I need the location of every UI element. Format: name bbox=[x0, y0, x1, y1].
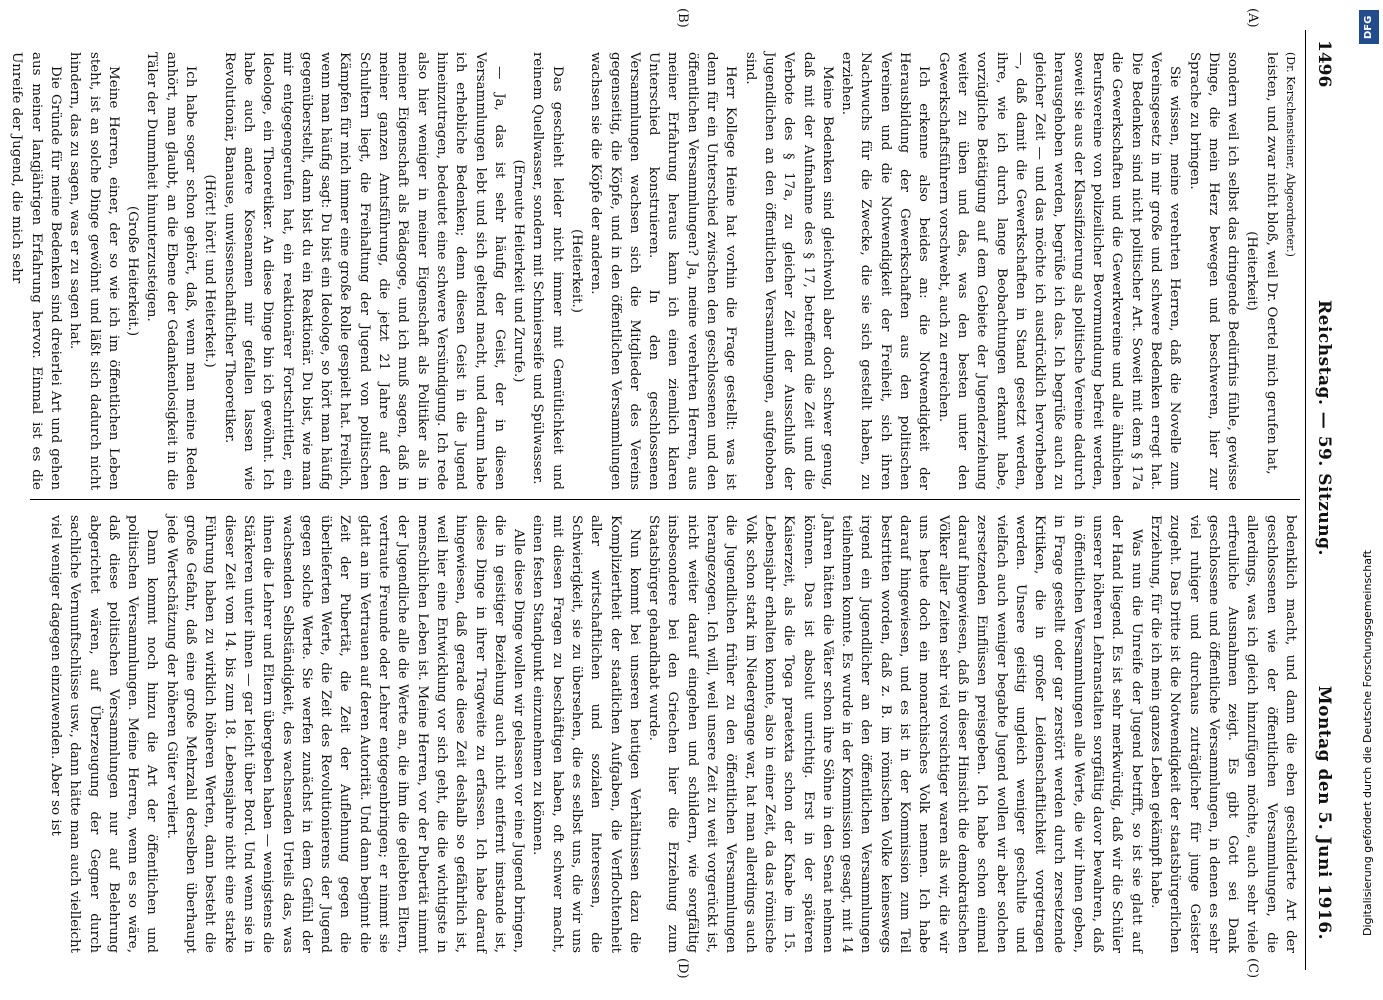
page-header bbox=[1305, 30, 1362, 970]
paragraph: sondern weil ich selbst das dringende Bedürfnis fühle, gewisse Dinge, die mein Herz bewegen und beschweren, hier zur Sprache zu bringen. bbox=[1186, 52, 1241, 490]
interjection: (Große Heiterkeit.) bbox=[125, 205, 141, 337]
paragraph: Nun kommt bei unseren heutigen Verhältnissen dazu die Kompliziertheit der staatlichen Aufgaben, die Verflochtenheit aller wirtschaftlichen und sozialen Interessen, die Schwierigkeit, sie zu übersehen, die es selbst uns, die wir uns mit diesen Fragen zu beschäftigen haben, oft schwer macht, einen festen Standpunkt einzunehmen zu können. bbox=[530, 515, 642, 953]
interjection: (Hört! hört! und Heiterkeit.) bbox=[202, 174, 218, 368]
page-number: 1496 bbox=[1314, 40, 1334, 88]
paragraph: — Ja, das ist sehr häufig der Geist, der in diesen Versammlungen lebt und sich geltend macht, und darum habe ich erhebliche Bedenken; denn diesen Geist in die Jugend hineinzutragen, bedeutet eine schwere Versündigung. Ich rede also hier weniger in meiner Eigenschaft als Politiker als in meiner Eigenschaft als Pädagoge, und ich muß sagen, daß in meiner ganzen Amtsführung, die jetzt 21 Jahre auf den Schultern liegt, die Freihaltung der Jugend von politischen Kämpfen für mich immer eine große Rolle gespielt hat. Freilich, wenn man häufig sagt: Du bist ein Ideologe, so hört man häufig gegenüberstellt, dann bist du ein Reaktionär. Du bist, wie man mir entgegengerufen hat, ein reaktionärer Fortschrittler, ein Ideologe, ein Theoretiker. An diese Dinge bin ich gewöhnt. Ich habe auch andere Kosenamen mir gefallen lassen wie Revolutionär, Banause, unwissenschaftlicher Theoretiker. bbox=[221, 52, 507, 490]
paragraph: Meine Bedenken sind gleichwohl aber doch schwer genug, daß mit der Aufnahme des § 17, betreffend die Zeit und die Verbote des § 17a, zu gleicher Zeit der Ausschluß der Jugendlichen an den öffentlichen Versammlungen, aufgehoben sind. bbox=[742, 52, 835, 490]
paragraph: Das geschieht leider nicht immer mit Gemütlichkeit und reinem Quellwasser, sondern mit Schmierseife und Spülwasser. bbox=[530, 52, 565, 490]
paragraph: bedenklich macht, und dann die eben geschilderte Art der geschlossenen wie der öffentlichen Versammlungen, die allerdings, was ich gleich hinzufügen möchte, auch sehr viele erfreuliche Ausnahmen zeigt. Es gibt Gott sei Dank geschlossene und öffentliche Versammlungen, in denen es sehr viel ruhiger und durchaus zuträglicher für junge Geister zugeht. Das Dritte ist die Notwendigkeit der staatsbürgerlichen Erziehung, für die ich mein ganzes Leben gekämpft habe. bbox=[1147, 515, 1298, 953]
column-divider bbox=[30, 499, 1300, 500]
paragraph: Ich erkenne also beides an: die Notwendigkeit der Herausbildung der Gewerkschaften aus den politischen Vereinen und die Notwendigkeit der Freiheit, sich ihren Nachwuchs für die Zwecke, die sie sich gestellt haben, zu erziehen. bbox=[839, 52, 932, 490]
margin-marker-c: (C) bbox=[1245, 958, 1260, 979]
paragraph: leisten, und zwar nicht bloß, weil Dr. Oertel mich gerufen hat, bbox=[1263, 52, 1279, 475]
margin-marker-a: (A) bbox=[1245, 8, 1260, 28]
paragraph: Alle diese Dinge wollen wir gelassen vor eine Jugend bringen, die in geistiger Beziehung auch nicht entfernt imstande ist, diese Dinge in ihrer Tragweite zu erfassen. Ich habe darauf hingewiesen, daß gerade diese Zeit deshalb so gefährlich ist, weil hier eine Entwicklung vor sich geht, die die wichtigste in menschlichen Leben ist. Meine Herren, vor der Pubertät nimmt der Jugendliche alle die Werte an, die ihm die geliebten Eltern, vertraute Freunde oder Lehrer entgegenbringen; er nimmt sie glatt an im Vertrauen auf deren Autorität. Und dann beginnt die Zeit der Pubertät, die Zeit der Auflehnung gegen die überlieferten Werte, die Zeit des Revolutionierens der Jugend gegen solche Werte. Sie werfen zunächst in dem Gefühl der wachsenden Selbständigkeit, des wachsenden Urteils das, was ihnen die Lehrer und Eltern übergeben haben — wenigstens die Stärkeren unter ihnen — gar leicht über Bord. Und wenn sie in dieser Zeit vom 14. bis zum 18. Lebensjahre nicht eine starke Führung haben zu wirklich höheren Werten, dann besteht die große Gefahr, daß eine große Mehrzahl derselben überhaupt jede Wertschätzung der höheren Güter verliert. bbox=[163, 515, 527, 953]
session-date: Montag den 5. Juni 1916. bbox=[1314, 685, 1334, 940]
paragraph: Meine Herren, einer, der so wie ich im öffentlichen Leben steht, ist an solche Dinge gewöhnt und läßt sich dadurch nicht hindern, das zu sagen, was er zu sagen hat. bbox=[67, 52, 121, 490]
paragraph: Ich habe sogar schon gehört, daß, wenn man meine Reden anhört, man glaubt, an die Ebene der Gedankenlosigkeit in die Täler der Dummheit hinunterzusteigen. bbox=[144, 52, 199, 490]
speaker-intro: (Dr. Kerschensteiner, Abgeordneter.) bbox=[1284, 52, 1297, 257]
paragraph: Herr Kollege Heine hat vorhin die Frage gestellt: was ist denn für ein Unterschied zwischen den geschlossenen und den öffentlichen Versammlungen? Ja, meine verehrten Herren, aus meiner Erfahrung heraus kann ich einen ziemlich klaren Unterschied konstruieren. In den geschlossenen Versammlungen wachsen sich die Mitglieder des Vereins gegenseitig, die Köpfe, und in den öffentlichen Versammlungen wachsen sie die Köpfe der anderen. bbox=[588, 52, 739, 490]
interjection: (Erneute Heiterkeit und Zurufe.) bbox=[511, 159, 527, 383]
dfg-notice bbox=[1356, 6, 1382, 1000]
interjection: (Heiterkeit.) bbox=[569, 229, 585, 313]
paragraph: Sie wissen, meine verehrten Herren, daß die Novelle zum Vereinsgesetz in mir große und schwere Bedenken erregt hat. Die Bedenken sind nicht politischer Art. Soweit mit dem § 17a die Gewerkschaften und die Gewerkvereine und alle ähnlichen Berufsvereine von polizeilicher Bevormundung befreit werden, soweit sie aus der Klassifizierung als politische Vereine dadurch herausgehoben werden, begrüße ich das. Ich begrüße auch zu gleicher Zeit — und das möchte ich ausdrücklich hervorheben —, daß damit die Gewerkschaften in Stand gesetzt werden, ihre, wie ich durch lange Beobachtungen erkannt habe, vorzügliche Betätigung auf dem Gebiete der Jugenderziehung weiter zu üben und das, was den besten unter den Gewerkschaftsführern vorschwebt, auch zu erreichen. bbox=[935, 52, 1183, 490]
interjection: (Heiterkeit) bbox=[1244, 231, 1260, 311]
margin-marker-b: (B) bbox=[675, 8, 690, 28]
dfg-notice-text: Digitalisierung gefördert durch die Deutsche Forschungsgemeinschaft bbox=[1361, 550, 1374, 936]
paragraph: Was nun die Unreife der Jugend betrifft, so ist sie glatt auf der Hand liegend. Es ist sehr merkwürdig, daß wir die Schüler unserer höheren Lehranstalten sorgfältig davor bewahren, daß in öffentlichen Versammlungen alle Werte, die wir ihnen geben, in Frage gestellt oder gar zerstört werden durch zersetzende Kritiken, die in großer Leidenschaftlichkeit vorgetragen werden. Unsere geistig ungleich weniger geschulte und vielfach auch weniger begabte Jugend wollen wir aber solchen zersetzenden Einflüssen preisgeben. Ich habe schon einmal darauf hingewiesen, daß in dieser Hinsicht die demokratischen Völker aller Zeiten sehr viel vorsichtiger waren als wir, die wir uns heute doch ein monarchisches Volk nennen. Ich habe darauf hingewiesen, und es ist in der Kommission zum Teil bestritten worden, daß z. B. im römischen Volke keineswegs irgend ein Jugendlicher an den öffentlichen Versammlungen teilnehmen konnte. Es wurde in der Kommission gesagt, mit 14 Jahren hätten die Väter schon ihre Söhne in den Senat nehmen können. Das ist absolut unrichtig. Erst in der späteren Kaiserzeit, als die Toga praetexta schon der Knabe im 15. Lebensjahr erhalten konnte, also in einer Zeit, da das römische Volk schon stark im Niedergange war, hat man allerdings auch die Jugendlichen früher zu den öffentlichen Versammlungen herangezogen. Ich will, weil unsere Zeit zu weit vorgerückt ist, nicht weiter darauf eingehen und schildern, wie sorgfältig insbesondere bei den Griechen hier die Erziehung zum Staatsbürger gehandhabt wurde. bbox=[646, 515, 1144, 953]
right-column bbox=[40, 515, 1300, 953]
left-column bbox=[9, 52, 1300, 490]
paragraph: Dann kommt noch hinzu die Art der öffentlichen und politischen Versammlungen. Meine Herren, wenn es so wäre, daß diese politischen Versammlungen nur auf Belehrung abgerichtet wären, auf Überzeugung der Gegner durch sachliche Vernunftschlüsse usw., dann hätte man auch vielleicht viel weniger dagegen einzuwenden. Aber so ist bbox=[48, 515, 160, 953]
margin-marker-d: (D) bbox=[675, 958, 690, 979]
dfg-logo: DFG bbox=[1359, 10, 1379, 44]
session-title: Reichstag. — 59. Sitzung. bbox=[1314, 300, 1334, 556]
paragraph: Die Gründe für meine Bedenken sind dreierlei Art und gehen aus meiner langjährigen Erfahrung hervor. Einmal ist es die Unreife der Jugend, die mich sehr bbox=[9, 52, 63, 490]
